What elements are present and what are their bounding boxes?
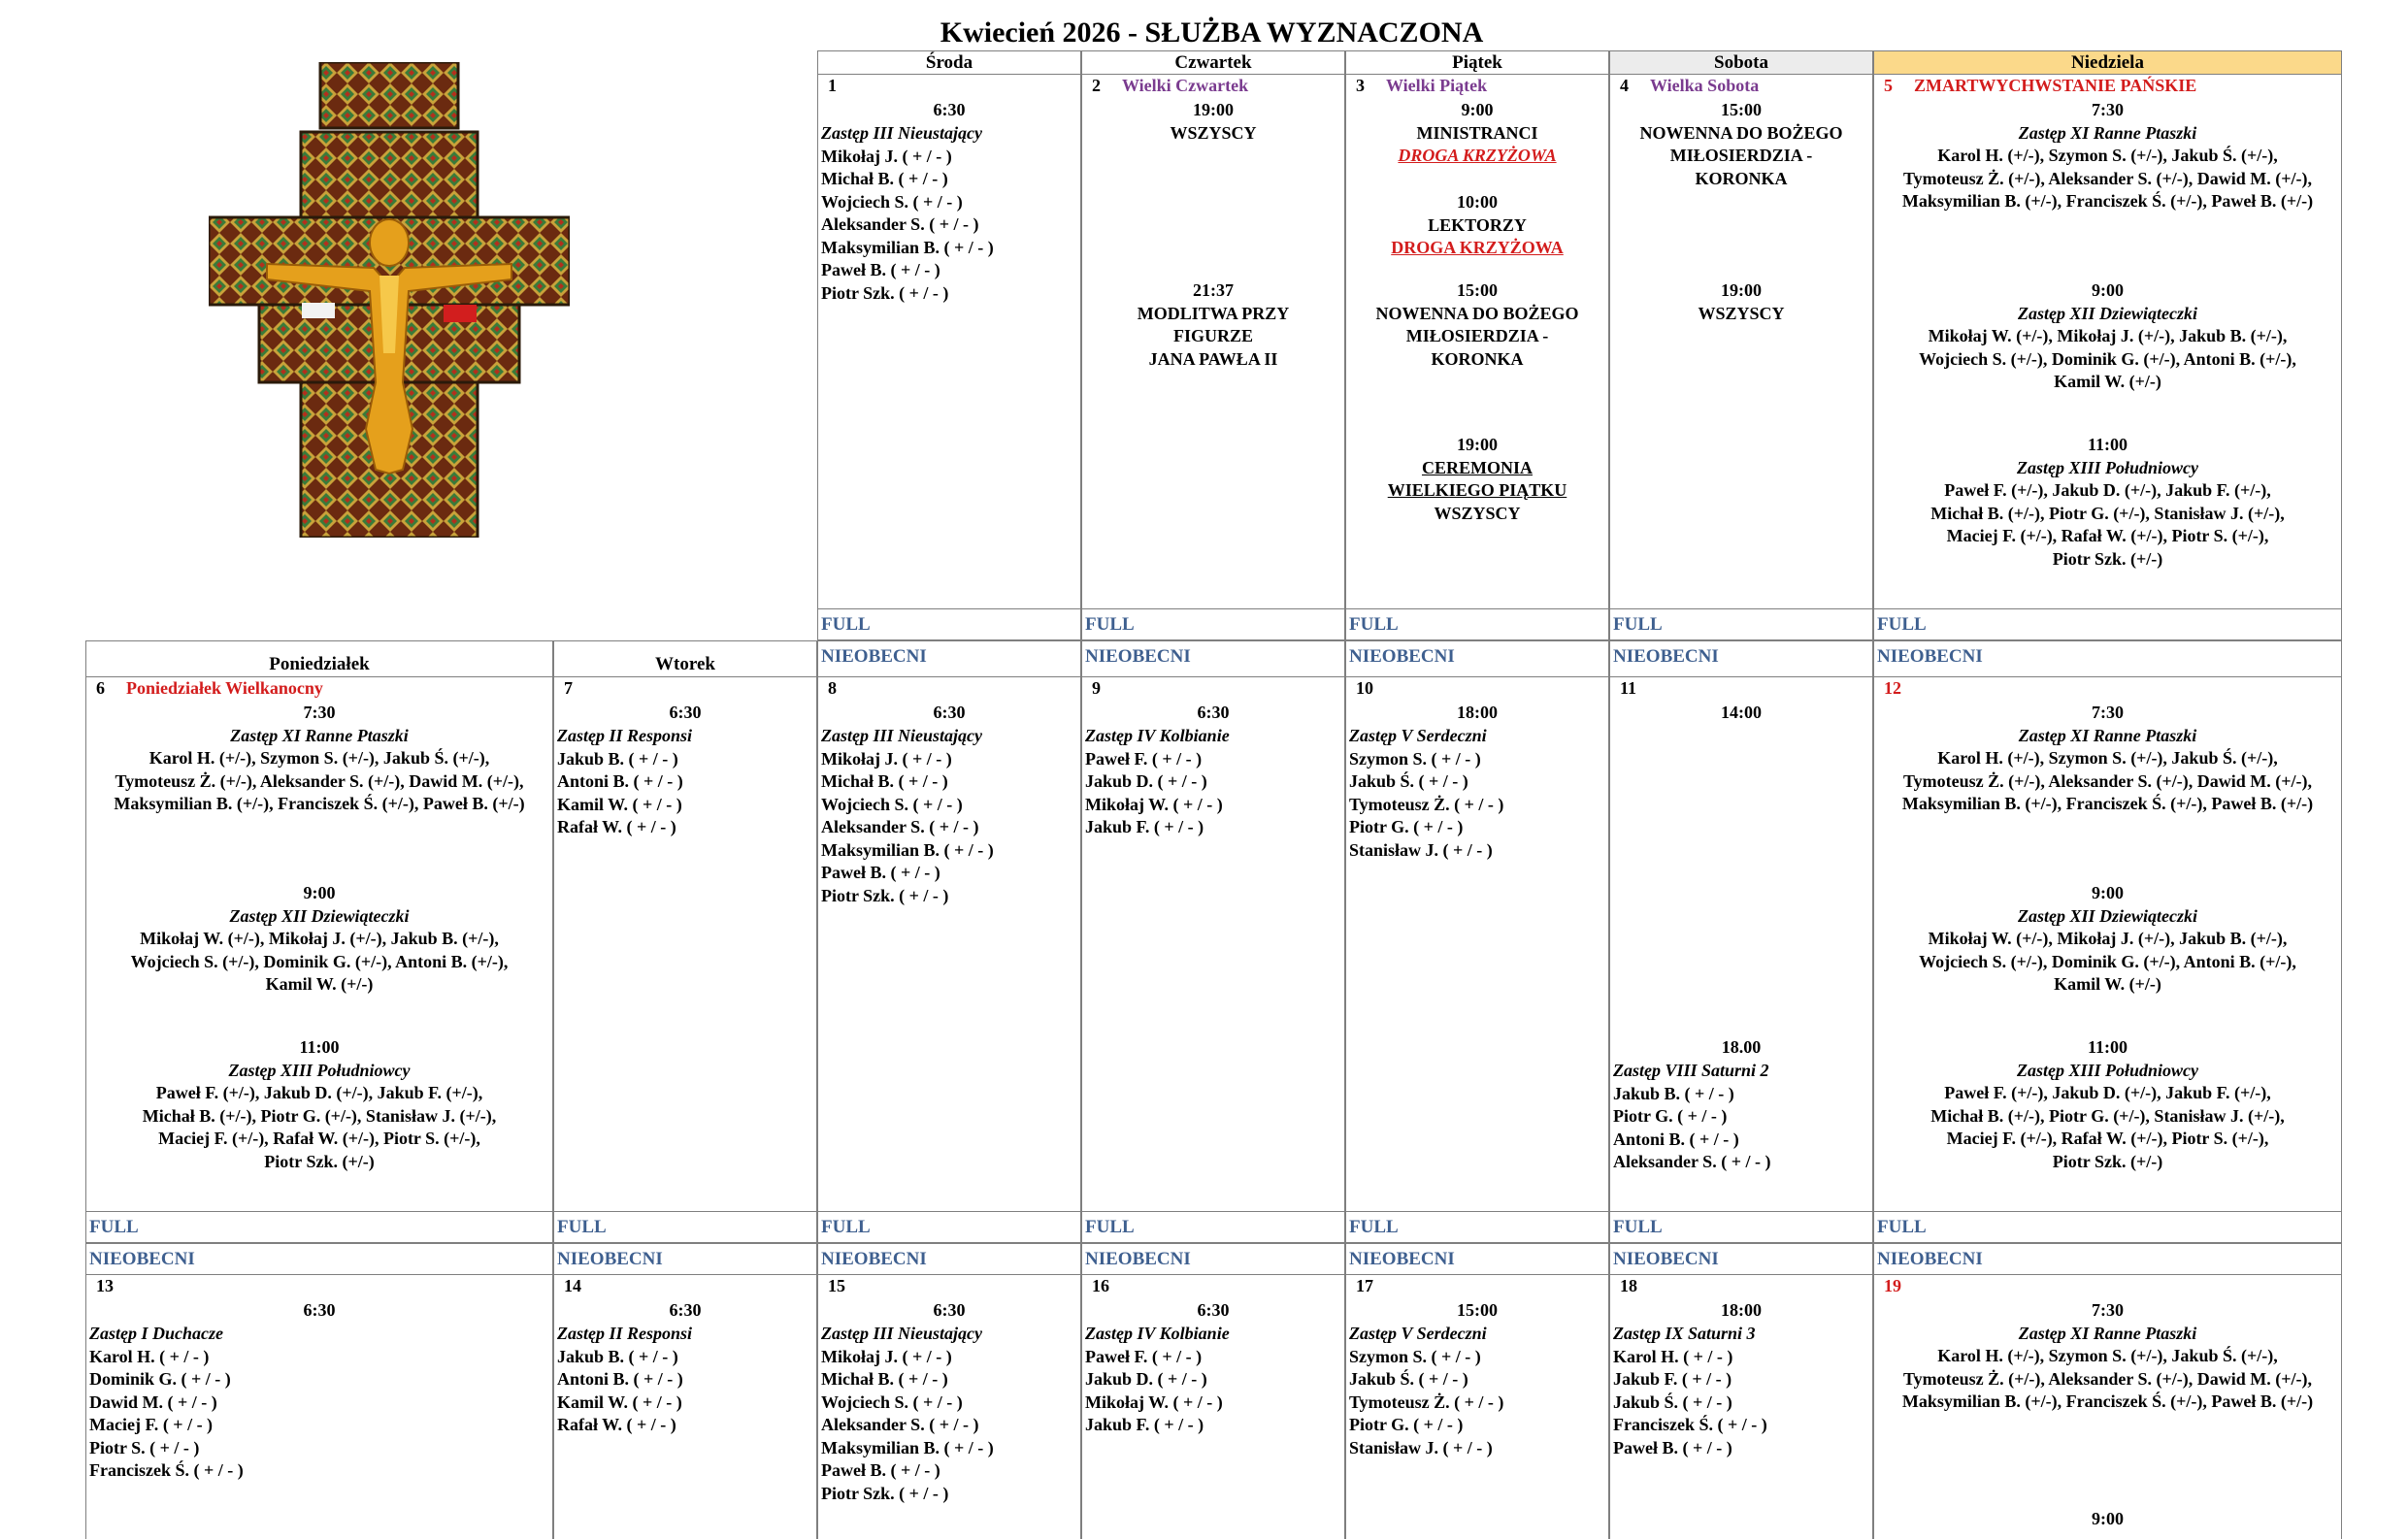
mass-block: 11:00 Zastęp XIII Południowcy Paweł F. (+/-), Jakub D. (+/-), Jakub F. (+/-), Michał B. (+/-), Piotr G. (+/-), Stanisław J. (+/-), Maciej F. (+/-), Rafał W. (+/-), Piotr S. (+/-), Piotr Szk. (+/-) [142, 1037, 497, 1171]
mass-block: 9:00 Zastęp XII Dziewiąteczki Mikołaj W. (+/-), Mikołaj J. (+/-), Jakub B. (+/-), Wojciech S. (+/-), Dominik G. (+/-), Antoni B. (+/-), Kamil W. (+/-) [1919, 883, 2296, 994]
day-cell-3 [1345, 75, 1609, 608]
event-block: 21:37 MODLITWA PRZY FIGURZE JANA PAWŁA II [1137, 280, 1290, 369]
day-cell-7 [553, 677, 817, 1211]
duty-list: Zastęp I Duchacze Karol H. ( + / - ) Dominik G. ( + / - ) Dawid M. ( + / - ) Maciej F. ( + / - ) Piotr S. ( + / - ) Franciszek Ś. ( + / - ) [89, 1324, 244, 1480]
full-strip: FULL [1609, 608, 1873, 640]
event-block: 15:00 NOWENNA DO BOŻEGO MIŁOSIERDZIA - KORONKA [1375, 280, 1579, 369]
event-block: 19:00 WSZYSCY [1698, 280, 1785, 323]
duty-list: Zastęp III Nieustający Mikołaj J. ( + / - ) Michał B. ( + / - ) Wojciech S. ( + / - ) Aleksander S. ( + / - ) Maksymilian B. ( + / - ) Paweł B. ( + / - ) Piotr Szk. ( + / - ) [821, 1324, 994, 1503]
day-number: 13 [96, 1276, 114, 1295]
day-cell-16 [1081, 1275, 1345, 1539]
header-wtorek: Wtorek [553, 640, 817, 677]
duty-list: Zastęp IV Kolbianie Paweł F. ( + / - ) Jakub D. ( + / - ) Mikołaj W. ( + / - ) Jakub F. ( + / - ) [1085, 726, 1230, 836]
header-czwartek: Czwartek [1081, 50, 1345, 75]
day-number: 19 [1884, 1276, 1901, 1295]
absent-strip: NIEOBECNI [1873, 640, 2342, 677]
absent-strip: NIEOBECNI [1081, 1243, 1345, 1275]
day-number: 14 [564, 1276, 581, 1295]
full-strip: FULL [1873, 608, 2342, 640]
mass-time: 6:30 [669, 1300, 702, 1320]
header-piatek: Piątek [1345, 50, 1609, 75]
absent-strip: NIEOBECNI [817, 1243, 1081, 1275]
full-strip: FULL [1609, 1211, 1873, 1243]
day-cell-2 [1081, 75, 1345, 608]
day-number: 11 [1620, 678, 1637, 698]
header-sroda: Środa [817, 50, 1081, 75]
event-block: 9:00 MINISTRANCI DROGA KRZYŻOWA [1398, 100, 1557, 165]
duty-list: Zastęp VIII Saturni 2 Jakub B. ( + / - ) Piotr G. ( + / - ) Antoni B. ( + / - ) Aleksander S. ( + / - ) [1613, 1061, 1771, 1171]
event-block: 10:00 LEKTORZY DROGA KRZYŻOWA [1391, 192, 1564, 257]
day-cell-10 [1345, 677, 1609, 1211]
mass-time: 18.00 [1721, 1037, 1762, 1057]
day-number: 9 [1092, 678, 1101, 698]
mass-time: 6:30 [669, 703, 702, 722]
day-number: 8 [828, 678, 837, 698]
day-cell-18 [1609, 1275, 1873, 1539]
day-number: 7 [564, 678, 573, 698]
duty-list: Zastęp V Serdeczni Szymon S. ( + / - ) Jakub Ś. ( + / - ) Tymoteusz Ż. ( + / - ) Piotr G. ( + / - ) Stanisław J. ( + / - ) [1349, 1324, 1504, 1457]
absent-strip: NIEOBECNI [553, 1243, 817, 1275]
day-number: 18 [1620, 1276, 1637, 1295]
day-number: 5 ZMARTWYCHWSTANIE PAŃSKIE [1884, 76, 2197, 95]
event-block: 19:00 CEREMONIA WIELKIEGO PIĄTKU WSZYSCY [1387, 435, 1567, 523]
mass-time: 9:00 [2092, 1509, 2124, 1528]
day-cell-14 [553, 1275, 817, 1539]
day-cell-9 [1081, 677, 1345, 1211]
duty-list: Zastęp IV Kolbianie Paweł F. ( + / - ) Jakub D. ( + / - ) Mikołaj W. ( + / - ) Jakub F. ( + / - ) [1085, 1324, 1230, 1434]
mass-time: 6:30 [1197, 1300, 1230, 1320]
absent-strip: NIEOBECNI [1609, 1243, 1873, 1275]
day-number: 2 Wielki Czwartek [1092, 76, 1249, 95]
event-block: 19:00 WSZYSCY [1170, 100, 1257, 143]
full-strip: FULL [817, 608, 1081, 640]
full-strip: FULL [1345, 1211, 1609, 1243]
san-damiano-cross-image [209, 62, 570, 538]
page-title: Kwiecień 2026 - SŁUŻBA WYZNACZONA [940, 16, 1484, 49]
duty-list: Zastęp II Responsi Jakub B. ( + / - ) Antoni B. ( + / - ) Kamil W. ( + / - ) Rafał W. ( + / - ) [557, 726, 693, 836]
header-poniedzialek: Poniedziałek [85, 640, 553, 677]
full-strip: FULL [817, 1211, 1081, 1243]
absent-strip: NIEOBECNI [817, 640, 1081, 677]
duty-list: Zastęp II Responsi Jakub B. ( + / - ) Antoni B. ( + / - ) Kamil W. ( + / - ) Rafał W. ( + / - ) [557, 1324, 693, 1434]
absent-strip: NIEOBECNI [1873, 1243, 2342, 1275]
mass-time: 6:30 [1197, 703, 1230, 722]
full-strip: FULL [1081, 1211, 1345, 1243]
mass-block: 7:30 Zastęp XI Ranne Ptaszki Karol H. (+/-), Szymon S. (+/-), Jakub Ś. (+/-), Tymoteusz Ż. (+/-), Aleksander S. (+/-), Dawid M. (+/-), Maksymilian B. (+/-), Franciszek Ś. (+/-), Paweł B. (+/-) [114, 703, 525, 813]
mass-block: 7:30 Zastęp XI Ranne Ptaszki Karol H. (+/-), Szymon S. (+/-), Jakub Ś. (+/-), Tymoteusz Ż. (+/-), Aleksander S. (+/-), Dawid M. (+/-), Maksymilian B. (+/-), Franciszek Ś. (+/-), Paweł B. (+/-) [1901, 100, 2314, 211]
mass-block: 11:00 Zastęp XIII Południowcy Paweł F. (+/-), Jakub D. (+/-), Jakub F. (+/-), Michał B. (+/-), Piotr G. (+/-), Stanisław J. (+/-), Maciej F. (+/-), Rafał W. (+/-), Piotr S. (+/-), Piotr Szk. (+/-) [1930, 435, 2285, 569]
full-strip: FULL [1345, 608, 1609, 640]
absent-strip: NIEOBECNI [1081, 640, 1345, 677]
absent-strip: NIEOBECNI [85, 1243, 553, 1275]
mass-block: 7:30 Zastęp XI Ranne Ptaszki Karol H. (+/-), Szymon S. (+/-), Jakub Ś. (+/-), Tymoteusz Ż. (+/-), Aleksander S. (+/-), Dawid M. (+/-), Maksymilian B. (+/-), Franciszek Ś. (+/-), Paweł B. (+/-) [1901, 1300, 2314, 1411]
absent-strip: NIEOBECNI [1345, 640, 1609, 677]
day-number: 10 [1356, 678, 1373, 698]
day-cell-1 [817, 75, 1081, 608]
day-cell-13 [85, 1275, 553, 1539]
day-cell-5 [1873, 75, 2342, 608]
day-cell-4 [1609, 75, 1873, 608]
mass-time: 6:30 [933, 100, 966, 119]
day-cell-15 [817, 1275, 1081, 1539]
day-cell-17 [1345, 1275, 1609, 1539]
full-strip: FULL [553, 1211, 817, 1243]
mass-time: 6:30 [933, 703, 966, 722]
mass-time: 15:00 [1457, 1300, 1498, 1320]
day-number: 1 [828, 76, 837, 95]
absent-strip: NIEOBECNI [1609, 640, 1873, 677]
header-sobota: Sobota [1609, 50, 1873, 75]
absent-strip: NIEOBECNI [1345, 1243, 1609, 1275]
full-strip: FULL [85, 1211, 553, 1243]
mass-time: 18:00 [1721, 1300, 1762, 1320]
day-cell-6 [85, 677, 553, 1211]
full-strip: FULL [1081, 608, 1345, 640]
day-number: 3 Wielki Piątek [1356, 76, 1488, 95]
duty-list: Zastęp IX Saturni 3 Karol H. ( + / - ) Jakub F. ( + / - ) Jakub Ś. ( + / - ) Franciszek Ś. ( + / - ) Paweł B. ( + / - ) [1613, 1324, 1767, 1457]
day-cell-8 [817, 677, 1081, 1211]
day-number: 15 [828, 1276, 845, 1295]
member-list: Mikołaj J. ( + / - ) Michał B. ( + / - ) Wojciech S. ( + / - ) Aleksander S. ( + / - ) Maksymilian B. ( + / - ) Paweł B. ( + / - ) Piotr Szk. ( + / - ) [821, 146, 994, 303]
day-number: 16 [1092, 1276, 1109, 1295]
group-name: Zastęp III Nieustający [821, 123, 982, 143]
duty-list: Zastęp V Serdeczni Szymon S. ( + / - ) Jakub Ś. ( + / - ) Tymoteusz Ż. ( + / - ) Piotr G. ( + / - ) Stanisław J. ( + / - ) [1349, 726, 1504, 860]
mass-time: 18:00 [1457, 703, 1498, 722]
duty-list: Zastęp III Nieustający Mikołaj J. ( + / - ) Michał B. ( + / - ) Wojciech S. ( + / - ) Aleksander S. ( + / - ) Maksymilian B. ( + / - ) Paweł B. ( + / - ) Piotr Szk. ( + / - ) [821, 726, 994, 905]
day-number: 4 Wielka Sobota [1620, 76, 1760, 95]
mass-block: 9:00 Zastęp XII Dziewiąteczki Mikołaj W. (+/-), Mikołaj J. (+/-), Jakub B. (+/-), Wojciech S. (+/-), Dominik G. (+/-), Antoni B. (+/-), Kamil W. (+/-) [1919, 280, 2296, 391]
event-block: 15:00 NOWENNA DO BOŻEGO MIŁOSIERDZIA - KORONKA [1639, 100, 1843, 188]
mass-time: 14:00 [1721, 703, 1762, 722]
mass-block: 9:00 Zastęp XII Dziewiąteczki Mikołaj W. (+/-), Mikołaj J. (+/-), Jakub B. (+/-), Wojciech S. (+/-), Dominik G. (+/-), Antoni B. (+/-), Kamil W. (+/-) [130, 883, 509, 994]
mass-block: 7:30 Zastęp XI Ranne Ptaszki Karol H. (+/-), Szymon S. (+/-), Jakub Ś. (+/-), Tymoteusz Ż. (+/-), Aleksander S. (+/-), Dawid M. (+/-), Maksymilian B. (+/-), Franciszek Ś. (+/-), Paweł B. (+/-) [1901, 703, 2314, 813]
day-cell-11 [1609, 677, 1873, 1211]
mass-time: 6:30 [303, 1300, 336, 1320]
day-number: 6 Poniedziałek Wielkanocny [96, 678, 323, 698]
mass-time: 6:30 [933, 1300, 966, 1320]
day-number: 17 [1356, 1276, 1373, 1295]
duty-list [821, 122, 1080, 305]
full-strip: FULL [1873, 1211, 2342, 1243]
mass-block: 11:00 Zastęp XIII Południowcy Paweł F. (+/-), Jakub D. (+/-), Jakub F. (+/-), Michał B. (+/-), Piotr G. (+/-), Stanisław J. (+/-), Maciej F. (+/-), Rafał W. (+/-), Piotr S. (+/-), Piotr Szk. (+/-) [1930, 1037, 2285, 1171]
day-cell-12 [1873, 677, 2342, 1211]
header-niedziela: Niedziela [1873, 50, 2342, 75]
day-number: 12 [1884, 678, 1901, 698]
day-cell-19 [1873, 1275, 2342, 1539]
